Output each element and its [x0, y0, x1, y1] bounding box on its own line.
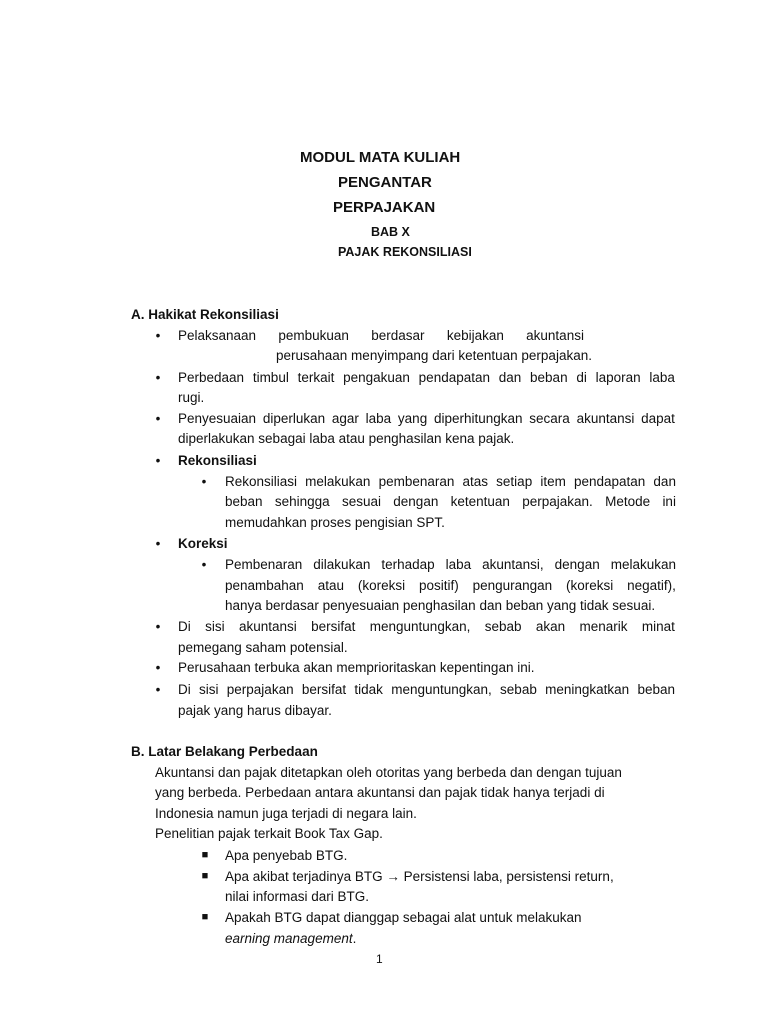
square-bullet-marker: ■: [201, 849, 209, 861]
koreksi-text-line-1: Pembenaran dilakukan terhadap laba akuntansi, dengan melakukan: [225, 557, 676, 572]
square-bullet-marker: ■: [201, 870, 209, 882]
module-title-line-1: MODUL MATA KULIAH: [300, 149, 461, 166]
square-bullet-marker: ■: [201, 911, 209, 923]
chapter-number: BAB X: [371, 225, 410, 239]
bullet-marker: •: [155, 453, 161, 468]
section-b-research-line: Penelitian pajak terkait Book Tax Gap.: [155, 826, 383, 841]
sub-bullet-marker: •: [201, 474, 207, 489]
rekonsiliasi-text-line-1: Rekonsiliasi melakukan pembenaran atas setiap item pendapatan dan: [225, 474, 676, 489]
bullet-marker: •: [155, 328, 161, 343]
section-b-heading: B. Latar Belakang Perbedaan: [131, 744, 318, 759]
koreksi-text-line-2: penambahan atau (koreksi positif) pengurangan (koreksi negatif),: [225, 578, 676, 593]
bullet-2-line-2: rugi.: [178, 390, 205, 405]
bullet-marker: •: [155, 619, 161, 634]
bullet-marker: •: [155, 682, 161, 697]
section-b-para-line-1: Akuntansi dan pajak ditetapkan oleh otoritas yang berbeda dan dengan tujuan: [155, 765, 622, 780]
btg-question-2-line-1: Apa akibat terjadinya BTG → Persistensi laba, persistensi return,: [225, 869, 614, 884]
rekonsiliasi-label: Rekonsiliasi: [178, 453, 257, 468]
bullet-8-line-2: pajak yang harus dibayar.: [178, 703, 332, 718]
bullet-8-line-1: Di sisi perpajakan bersifat tidak menguntungkan, sebab meningkatkan beban: [178, 682, 675, 697]
btg-question-3-line-1: Apakah BTG dapat dianggap sebagai alat untuk melakukan: [225, 910, 582, 925]
bullet-3-line-1: Penyesuaian diperlukan agar laba yang diperhitungkan secara akuntansi dapat: [178, 411, 675, 426]
bullet-marker: •: [155, 536, 161, 551]
rekonsiliasi-text-line-2: beban sehingga sesuai dengan ketentuan perpajakan. Metode ini: [225, 494, 676, 509]
bullet-marker: •: [155, 411, 161, 426]
page-number: 1: [376, 952, 383, 966]
bullet-2-line-1: Perbedaan timbul terkait pengakuan pendapatan dan beban di laporan laba: [178, 370, 675, 385]
btg-question-2-line-2: nilai informasi dari BTG.: [225, 889, 370, 904]
koreksi-label: Koreksi: [178, 536, 228, 551]
module-title-line-3: PERPAJAKAN: [333, 199, 436, 216]
section-b-para-line-2: yang berbeda. Perbedaan antara akuntansi dan pajak tidak hanya terjadi di: [155, 785, 605, 800]
bullet-1-line-2: perusahaan menyimpang dari ketentuan perpajakan.: [276, 348, 592, 363]
right-arrow-icon: →: [386, 869, 400, 884]
bullet-3-line-2: diperlakukan sebagai laba atau penghasilan kena pajak.: [178, 431, 515, 446]
btg-question-1: Apa penyebab BTG.: [225, 848, 348, 863]
sub-bullet-marker: •: [201, 557, 207, 572]
bullet-marker: •: [155, 370, 161, 385]
bullet-marker: •: [155, 660, 161, 675]
bullet-6-line-2: pemegang saham potensial.: [178, 640, 348, 655]
koreksi-text-line-3: hanya berdasar penyesuaian penghasilan dan beban yang tidak sesuai.: [225, 598, 656, 613]
chapter-title: PAJAK REKONSILIASI: [338, 245, 472, 259]
bullet-7-line-1: Perusahaan terbuka akan memprioritaskan kepentingan ini.: [178, 660, 535, 675]
module-title-line-2: PENGANTAR: [338, 174, 432, 191]
btg-question-3-line-2: earning management.: [225, 931, 357, 946]
section-a-heading: A. Hakikat Rekonsiliasi: [131, 307, 279, 322]
bullet-6-line-1: Di sisi akuntansi bersifat menguntungkan, sebab akan menarik minat: [178, 619, 675, 634]
bullet-1-line-1: Pelaksanaan pembukuan berdasar kebijakan akuntansi: [178, 328, 584, 343]
section-b-para-line-3: Indonesia namun juga terjadi di negara lain.: [155, 806, 417, 821]
rekonsiliasi-text-line-3: memudahkan proses pengisian SPT.: [225, 515, 445, 530]
